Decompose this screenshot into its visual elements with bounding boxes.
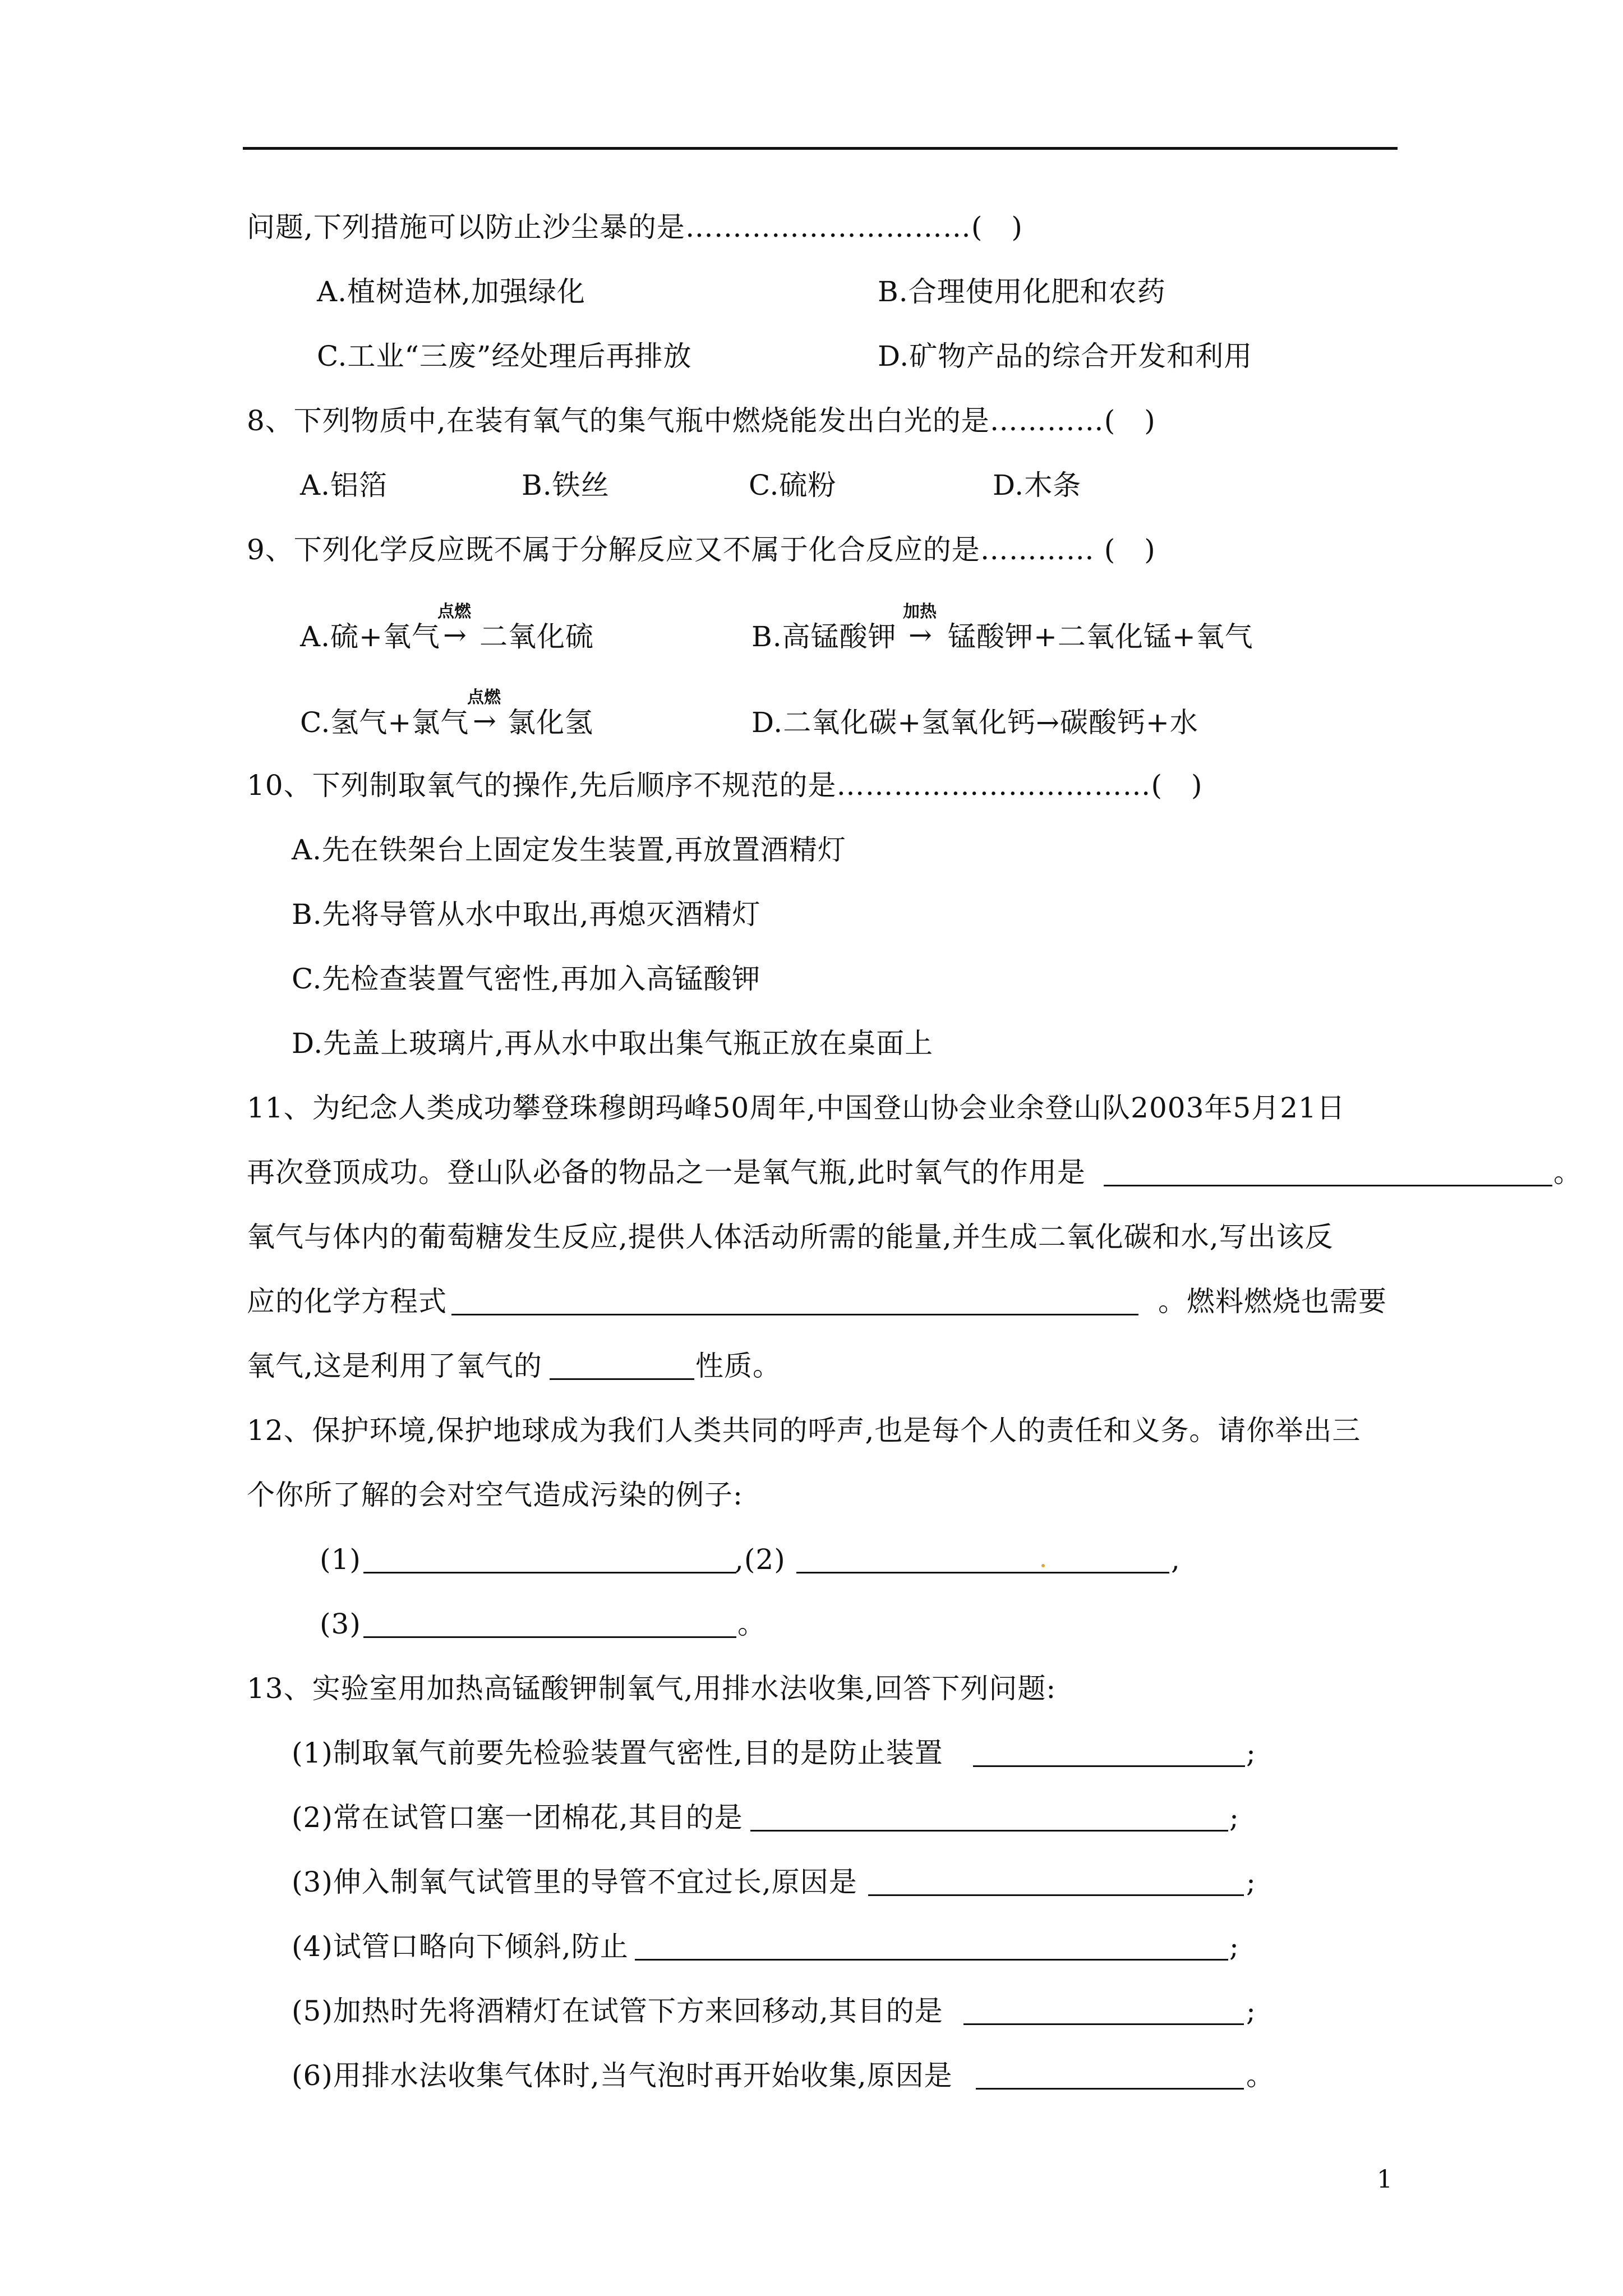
q7-option-c: C.工业“三废”经处理后再排放: [317, 340, 692, 372]
q12-line-1: 12、保护环境,保护地球成为我们人类共同的呼声,也是每个人的责任和义务。请你举出三: [247, 1414, 1361, 1447]
q13-item-3-end: ;: [1246, 1866, 1256, 1898]
q9-option-b-reactants: B.高锰酸钾: [751, 620, 897, 653]
q10-option-d: D.先盖上玻璃片,再从水中取出集气瓶正放在桌面上: [292, 1027, 934, 1060]
q13-item-5-end: ;: [1246, 1995, 1256, 2027]
q9-option-c-reactants: C.氢气+氯气: [300, 706, 469, 739]
q13-item-6: (6)用排水法收集气体时,当气泡时再开始收集,原因是: [292, 2059, 953, 2092]
q7-stem: 问题,下列措施可以防止沙尘暴的是…………………………( ): [247, 211, 1023, 243]
q9-option-b-product: 锰酸钾+二氧化锰+氧气: [948, 620, 1253, 653]
q13-blank-2[interactable]: [750, 1830, 1228, 1832]
q8-option-d: D.木条: [993, 469, 1082, 501]
q10-option-b: B.先将导管从水中取出,再熄灭酒精灯: [292, 898, 761, 931]
q11-line-2-end: 。: [1553, 1156, 1582, 1189]
q11-line-4-label: 应的化学方程式: [247, 1285, 447, 1318]
q12-blank-2-end: ,: [1171, 1543, 1181, 1576]
q9-option-c-arrow: →: [473, 705, 496, 737]
q7-option-d: D.矿物产品的综合开发和利用: [878, 340, 1253, 372]
q13-item-3: (3)伸入制氧气试管里的导管不宜过长,原因是: [292, 1866, 857, 1898]
stray-mark: [1041, 1564, 1045, 1567]
q10-stem: 10、下列制取氧气的操作,先后顺序不规范的是……………………………( ): [247, 769, 1203, 802]
q12-blank-3[interactable]: [363, 1636, 736, 1638]
q12-blank-1-label: (1): [320, 1543, 361, 1576]
q12-blank-3-end: 。: [737, 1608, 766, 1640]
q11-blank-3[interactable]: [550, 1378, 694, 1380]
q9-option-a-product: 二氧化硫: [479, 620, 594, 653]
q8-option-a: A.铝箔: [300, 469, 388, 501]
q11-blank-1[interactable]: [1104, 1185, 1552, 1186]
header-rule: [243, 147, 1398, 150]
q13-blank-3[interactable]: [868, 1894, 1244, 1896]
q11-line-3: 氧气与体内的葡萄糖发生反应,提供人体活动所需的能量,并生成二氧化碳和水,写出该反: [247, 1221, 1334, 1253]
q9-stem: 9、下列化学反应既不属于分解反应又不属于化合反应的是………… ( ): [247, 533, 1156, 566]
q9-option-b-condition: 加热: [903, 602, 937, 622]
q10-option-a: A.先在铁架台上固定发生装置,再放置酒精灯: [292, 834, 846, 866]
q12-blank-2[interactable]: [796, 1572, 1169, 1573]
q13-item-1-end: ;: [1246, 1737, 1256, 1769]
q13-blank-6[interactable]: [976, 2088, 1244, 2090]
q11-line-4-tail: 。燃料燃烧也需要: [1158, 1285, 1387, 1318]
q9-option-c-product: 氯化氢: [508, 706, 593, 739]
q10-option-c: C.先检查装置气密性,再加入高锰酸钾: [292, 963, 761, 995]
q11-line-2: 再次登顶成功。登山队必备的物品之一是氧气瓶,此时氧气的作用是: [247, 1156, 1086, 1189]
q11-blank-2[interactable]: [451, 1314, 1138, 1315]
page-number: 1: [1377, 2165, 1393, 2194]
q13-blank-4[interactable]: [635, 1959, 1228, 1961]
q8-option-c: C.硫粉: [749, 469, 837, 501]
q13-item-5: (5)加热时先将酒精灯在试管下方来回移动,其目的是: [292, 1995, 943, 2027]
q8-stem: 8、下列物质中,在装有氧气的集气瓶中燃烧能发出白光的是…………( ): [247, 404, 1156, 437]
q13-item-2: (2)常在试管口塞一团棉花,其目的是: [292, 1801, 743, 1834]
q9-option-c-condition: 点燃: [467, 688, 501, 707]
q9-option-a-condition: 点燃: [437, 602, 471, 622]
q11-line-1: 11、为纪念人类成功攀登珠穆朗玛峰50周年,中国登山协会业余登山队2003年5月21日: [247, 1092, 1345, 1124]
q7-option-b: B.合理使用化肥和农药: [878, 275, 1166, 308]
q9-option-a-reactants: A.硫+氧气: [300, 620, 440, 653]
q13-item-6-end: 。: [1246, 2059, 1275, 2092]
q12-line-2: 个你所了解的会对空气造成污染的例子:: [247, 1479, 743, 1511]
q9-option-b-arrow: →: [909, 619, 932, 651]
q13-item-1: (1)制取氧气前要先检验装置气密性,目的是防止装置: [292, 1737, 943, 1769]
q13-blank-1[interactable]: [973, 1765, 1245, 1767]
q13-item-4: (4)试管口略向下倾斜,防止: [292, 1930, 629, 1963]
q13-stem: 13、实验室用加热高锰酸钾制氧气,用排水法收集,回答下列问题:: [247, 1672, 1057, 1705]
q11-line-5-label: 氧气,这是利用了氧气的: [247, 1350, 542, 1382]
q12-blank-2-label: ,(2): [735, 1543, 786, 1576]
q11-line-5-tail: 性质。: [695, 1350, 781, 1382]
q9-option-d: D.二氧化碳+氢氧化钙→碳酸钙+水: [751, 706, 1198, 739]
q7-option-a: A.植树造林,加强绿化: [317, 275, 585, 308]
q12-blank-3-label: (3): [320, 1608, 361, 1640]
q12-blank-1[interactable]: [363, 1572, 736, 1573]
q9-option-a-arrow: →: [443, 619, 467, 651]
q8-option-b: B.铁丝: [522, 469, 610, 501]
q13-blank-5[interactable]: [963, 2023, 1244, 2025]
q13-item-4-end: ;: [1229, 1930, 1239, 1963]
q13-item-2-end: ;: [1229, 1801, 1239, 1834]
